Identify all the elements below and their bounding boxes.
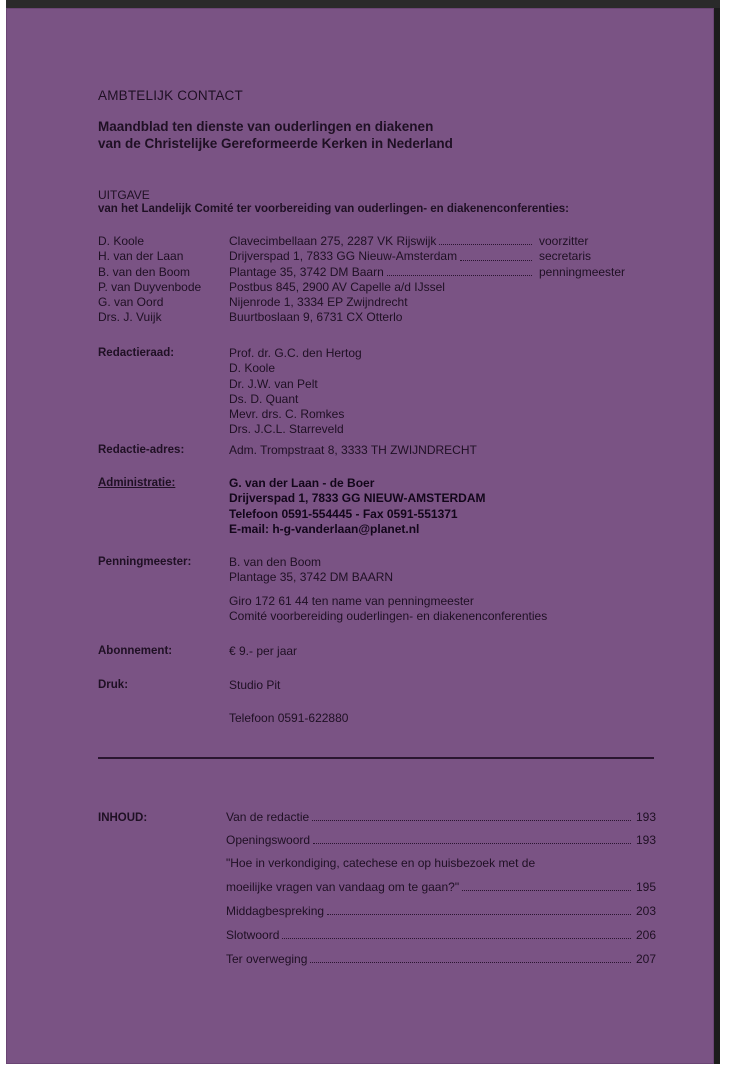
penningmeester-name: B. van den Boom (229, 555, 322, 569)
toc-item[interactable] (226, 874, 656, 894)
penningmeester-giro (229, 594, 547, 625)
uitgave-label: UITGAVE (98, 188, 150, 202)
administratie-name: G. van der Laan - de Boer (229, 476, 375, 490)
redactieraad-label: Redactieraad: (98, 347, 175, 359)
scan-top-edge (6, 0, 720, 8)
redactie-adres-label: Redactie-adres: (98, 444, 185, 456)
committee-name: Drs. J. Vuijk (98, 310, 162, 325)
toc-page: 193 (635, 810, 656, 824)
administratie-phone: Telefoon 0591-554445 - Fax 0591-551371 (229, 506, 458, 521)
toc-leader (462, 890, 631, 891)
giro-line: Comité voorbereiding ouderlingen- en diakenenconferenties (229, 609, 548, 624)
toc-leader (310, 962, 631, 963)
scan-right-edge (714, 8, 720, 1064)
toc-item[interactable] (226, 827, 656, 847)
toc-leader (282, 938, 631, 939)
giro-line: Giro 172 61 44 ten name van penningmeester (229, 594, 474, 608)
redactieraad-member: Drs. J.C.L. Starreveld (229, 422, 344, 437)
publication-subtitle-line1: Maandblad ten dienste van ouderlingen en diakenen (98, 119, 434, 134)
toc-title: Middagbespreking (226, 904, 325, 918)
committee-name: D. Koole (98, 234, 145, 248)
committee-address: Postbus 845, 2900 AV Capelle a/d IJssel (229, 279, 445, 294)
committee-address: Clavecimbellaan 275, 2287 VK Rijswijk (229, 234, 437, 248)
committee-name: P. van Duyvenbode (98, 279, 202, 294)
committee-address: Plantage 35, 3742 DM Baarn (229, 264, 384, 279)
penningmeester-address (229, 555, 393, 586)
administratie-address: Drijverspad 1, 7833 GG NIEUW-AMSTERDAM (229, 491, 486, 506)
druk-phone: Telefoon 0591-622880 (229, 711, 349, 725)
redactieraad-member: D. Koole (229, 361, 276, 376)
publication-subtitle-line2: van de Christelijke Gereformeerde Kerken in Nederland (98, 136, 453, 151)
redactieraad-member: Mevr. drs. C. Romkes (229, 407, 345, 422)
toc-title: Openingswoord (226, 833, 311, 847)
toc-leader (312, 820, 631, 821)
administratie-email: E-mail: h-g-vanderlaan@planet.nl (229, 521, 420, 536)
committee-address: Nijenrode 1, 3334 EP Zwijndrecht (229, 295, 408, 310)
redactieraad-member: Dr. J.W. van Pelt (229, 376, 318, 391)
redactieraad-member: Prof. dr. G.C. den Hertog (229, 346, 362, 360)
administratie-label: Administratie: (98, 477, 176, 489)
toc-page: 207 (635, 952, 656, 966)
toc-item[interactable] (226, 804, 656, 824)
toc-page: 195 (635, 880, 656, 894)
abonnement-label: Abonnement: (98, 645, 173, 657)
toc-title: "Hoe in verkondiging, catechese en op huisbezoek met de (226, 856, 536, 870)
inhoud-label: INHOUD: (98, 812, 148, 824)
committee-address: Drijverspad 1, 7833 GG Nieuw-Amsterdam (229, 249, 458, 264)
toc-leader (327, 914, 631, 915)
committee-names (98, 234, 228, 326)
druk-value: Studio Pit (229, 678, 281, 692)
committee-name: H. van der Laan (98, 249, 184, 264)
abonnement-value: € 9.- per jaar (229, 644, 298, 658)
section-divider (98, 757, 654, 759)
committee-address: Buurtboslaan 9, 6731 CX Otterlo (229, 310, 403, 325)
toc-page: 203 (635, 904, 656, 918)
redactie-adres-value: Adm. Trompstraat 8, 3333 TH ZWIJNDRECHT (229, 443, 477, 457)
administratie-details (229, 476, 485, 537)
toc-item[interactable] (226, 946, 656, 966)
toc-title: Ter overweging (226, 952, 308, 966)
committee-addresses (229, 234, 535, 326)
toc-leader (313, 843, 631, 844)
committee-name: G. van Oord (98, 295, 164, 310)
publication-title: AMBTELIJK CONTACT (98, 88, 243, 103)
toc-title: Van de redactie (226, 810, 310, 824)
toc-item-line1[interactable] (226, 850, 656, 870)
toc-item[interactable] (226, 898, 656, 918)
toc-page: 193 (635, 833, 656, 847)
toc-title: moeilijke vragen van vandaag om te gaan?" (226, 880, 460, 894)
penningmeester-label: Penningmeester: (98, 556, 192, 568)
committee-roles (539, 234, 625, 280)
redactieraad-member: Ds. D. Quant (229, 391, 299, 406)
uitgave-line: van het Landelijk Comité ter voorbereiding van ouderlingen- en diakenenconferenties: (98, 203, 569, 215)
committee-role: secretaris (539, 249, 592, 264)
penningmeester-street: Plantage 35, 3742 DM BAARN (229, 570, 394, 585)
committee-name: B. van den Boom (98, 264, 191, 279)
committee-role: voorzitter (539, 234, 589, 248)
toc-item[interactable] (226, 922, 656, 942)
toc-title: Slotwoord (226, 928, 280, 942)
committee-role: penningmeester (539, 264, 626, 279)
redactieraad-members (229, 346, 362, 438)
toc-page: 206 (635, 928, 656, 942)
druk-label: Druk: (98, 679, 129, 691)
